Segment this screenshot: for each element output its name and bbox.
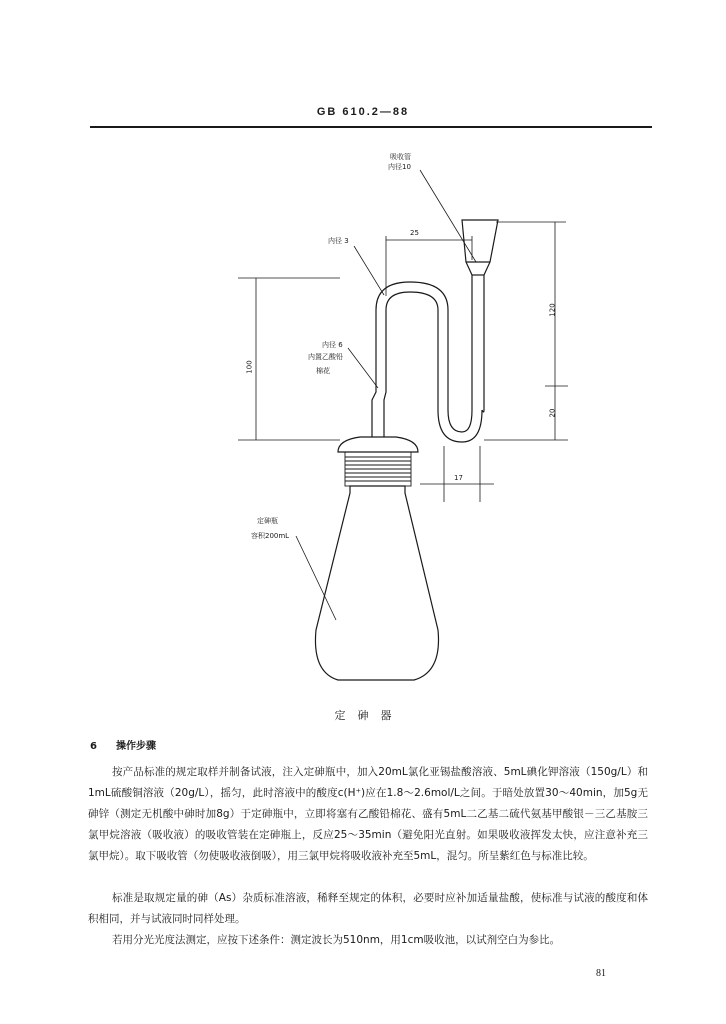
dimension-120: 120 bbox=[548, 303, 557, 317]
standard-year: —88 bbox=[379, 106, 410, 118]
dimension-25: 25 bbox=[410, 229, 419, 237]
label-inner-diameter-6: 内径 6 bbox=[322, 341, 343, 349]
paragraph-standard: 标准是取规定量的砷（As）杂质标准溶液，稀释至规定的体积，必要时应补加适量盐酸，使标准与试液的酸度和体积相同，并与试液同时同样处理。 bbox=[88, 892, 648, 925]
absorber-tube bbox=[462, 220, 498, 412]
label-flask-volume: 容积200mL bbox=[251, 532, 290, 540]
label-lead-acetate-2: 棉花 bbox=[316, 367, 330, 375]
u-bend bbox=[376, 282, 448, 410]
paragraph-procedure: 按产品标准的规定取样并制备试液，注入定砷瓶中，加入20mL氯化亚锡盐酸溶液、5mL碘化钾溶液（150g/L）和1mL硫酸铜溶液（20g/L），摇匀，此时溶液中的酸度c(H⁺)应在1.8～2.6mol/L之间。于暗处放置30～40min，加5g无砷锌（测定无机酸中砷时加8g）于定砷瓶中，立即将塞有乙酸铅棉花、盛有5mL二乙基二硫代氨基甲酸银－三乙基胺三氯甲烷溶液（吸收液）的吸收管装在定砷瓶上，反应25～35min（避免阳光直射。如果吸收液挥发太快，应注意补充三氯甲烷）。取下吸收管（勿使吸收液倒吸），用三氯甲烷将吸收液补充至5mL，混匀。所呈紫红色与标准比较。 bbox=[88, 766, 648, 862]
figure-caption: 定砷器 bbox=[334, 709, 404, 722]
paragraph-spectrophotometry: 若用分光光度法测定，应按下述条件：测定波长为510nm，用1cm吸收池，以试剂空白为参比。 bbox=[112, 934, 561, 946]
dimension-100: 100 bbox=[245, 360, 254, 374]
label-inner-diameter-3: 内径 3 bbox=[328, 237, 349, 245]
label-inner-diameter-10: 内径10 bbox=[388, 163, 411, 171]
dimension-17: 17 bbox=[454, 474, 463, 482]
flask-body bbox=[315, 486, 438, 680]
section-number: 6 bbox=[90, 741, 97, 752]
dimension-20: 20 bbox=[548, 408, 557, 418]
standard-code: GB 610.2 bbox=[316, 106, 380, 118]
ground-joint bbox=[345, 452, 411, 486]
vertical-tube bbox=[372, 310, 386, 437]
label-flask-name: 定砷瓶 bbox=[257, 517, 278, 525]
bottom-u bbox=[438, 410, 482, 442]
page-number: 81 bbox=[596, 968, 606, 979]
stopper bbox=[338, 437, 418, 452]
label-absorber-tube: 吸收管 bbox=[390, 153, 411, 161]
section-title: 操作步骤 bbox=[116, 741, 156, 752]
label-lead-acetate-1: 内置乙酸铅 bbox=[308, 353, 343, 361]
section-heading bbox=[90, 737, 156, 752]
